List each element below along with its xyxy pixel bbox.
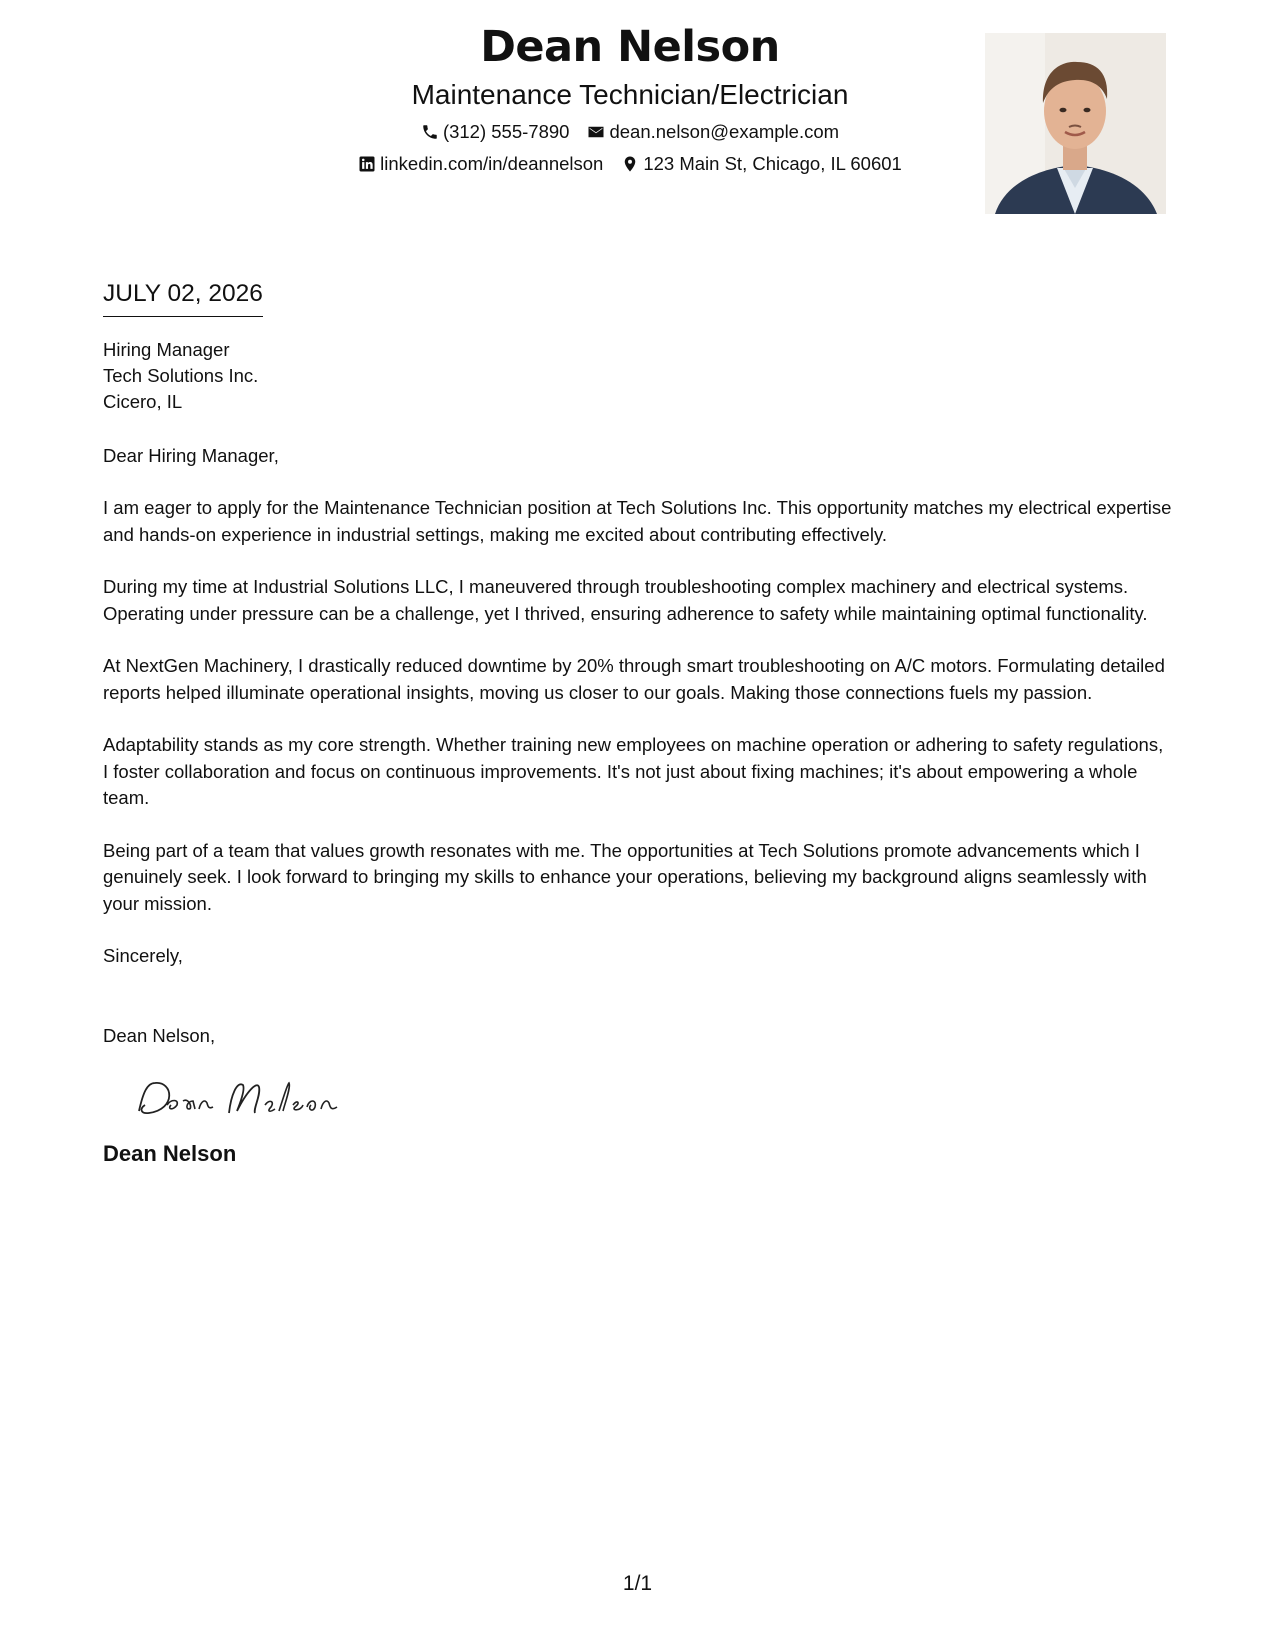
contact-email	[587, 120, 839, 144]
page-number: 1/1	[622, 1572, 653, 1595]
recipient-title: Hiring Manager	[103, 339, 230, 360]
envelope-icon	[587, 123, 605, 141]
closing: Sincerely,	[103, 945, 183, 966]
body-paragraph: Adaptability stands as my core strength. Whether training new employees on machine operation or adhering to safety regulations, I foster collaboration and focus on continuous improvements. It's not just about fixing machines; it's about empowering a whole team.	[103, 734, 1164, 808]
phone-text: (312) 555-7890	[442, 121, 570, 142]
email-text: dean.nelson@example.com	[609, 121, 840, 142]
contact-phone	[421, 120, 570, 144]
handwritten-signature	[133, 1071, 343, 1123]
contact-row-secondary	[300, 152, 960, 176]
letter-date: JULY 02, 2026	[103, 278, 263, 317]
map-pin-icon	[621, 155, 639, 173]
phone-icon	[421, 123, 439, 141]
signoff-name: Dean Nelson,	[103, 1025, 216, 1046]
applicant-job-title: Maintenance Technician/Electrician	[411, 79, 849, 110]
recipient-location: Cicero, IL	[103, 391, 183, 412]
address-text: 123 Main St, Chicago, IL 60601	[643, 153, 902, 174]
profile-photo	[985, 33, 1166, 214]
salutation: Dear Hiring Manager,	[103, 445, 279, 466]
letter-header	[300, 18, 960, 184]
contact-linkedin	[358, 152, 603, 176]
recipient-company: Tech Solutions Inc.	[103, 365, 259, 386]
linkedin-icon	[358, 155, 376, 173]
applicant-name: Dean Nelson	[480, 22, 780, 72]
recipient-block	[103, 337, 1173, 415]
contact-address	[621, 152, 902, 176]
body-paragraph: During my time at Industrial Solutions LLC, I maneuvered through troubleshooting complex machinery and electrical systems. Operating under pressure can be a challenge, yet I thrived, ensuring adherence to safety while maintaining optimal functionality.	[103, 576, 1148, 624]
contact-row-primary	[300, 120, 960, 144]
body-paragraph: At NextGen Machinery, I drastically reduced downtime by 20% through smart troubleshooting on A/C motors. Formulating detailed reports helped illuminate operational insights, moving us closer to our goals. Making those connections fuels my passion.	[103, 655, 1165, 703]
body-paragraph: I am eager to apply for the Maintenance Technician position at Tech Solutions Inc. This opportunity matches my electrical expertise and hands-on experience in industrial settings, making me excited about contributing effectively.	[103, 497, 1172, 545]
linkedin-text: linkedin.com/in/deannelson	[380, 153, 604, 174]
printed-name: Dean Nelson	[103, 1141, 237, 1166]
letter-body	[103, 278, 1173, 1169]
body-paragraph: Being part of a team that values growth resonates with me. The opportunities at Tech Solutions promote advancements which I genuinely seek. I look forward to bringing my skills to enhance your operations, believing my background aligns seamlessly with your mission.	[103, 839, 1147, 914]
